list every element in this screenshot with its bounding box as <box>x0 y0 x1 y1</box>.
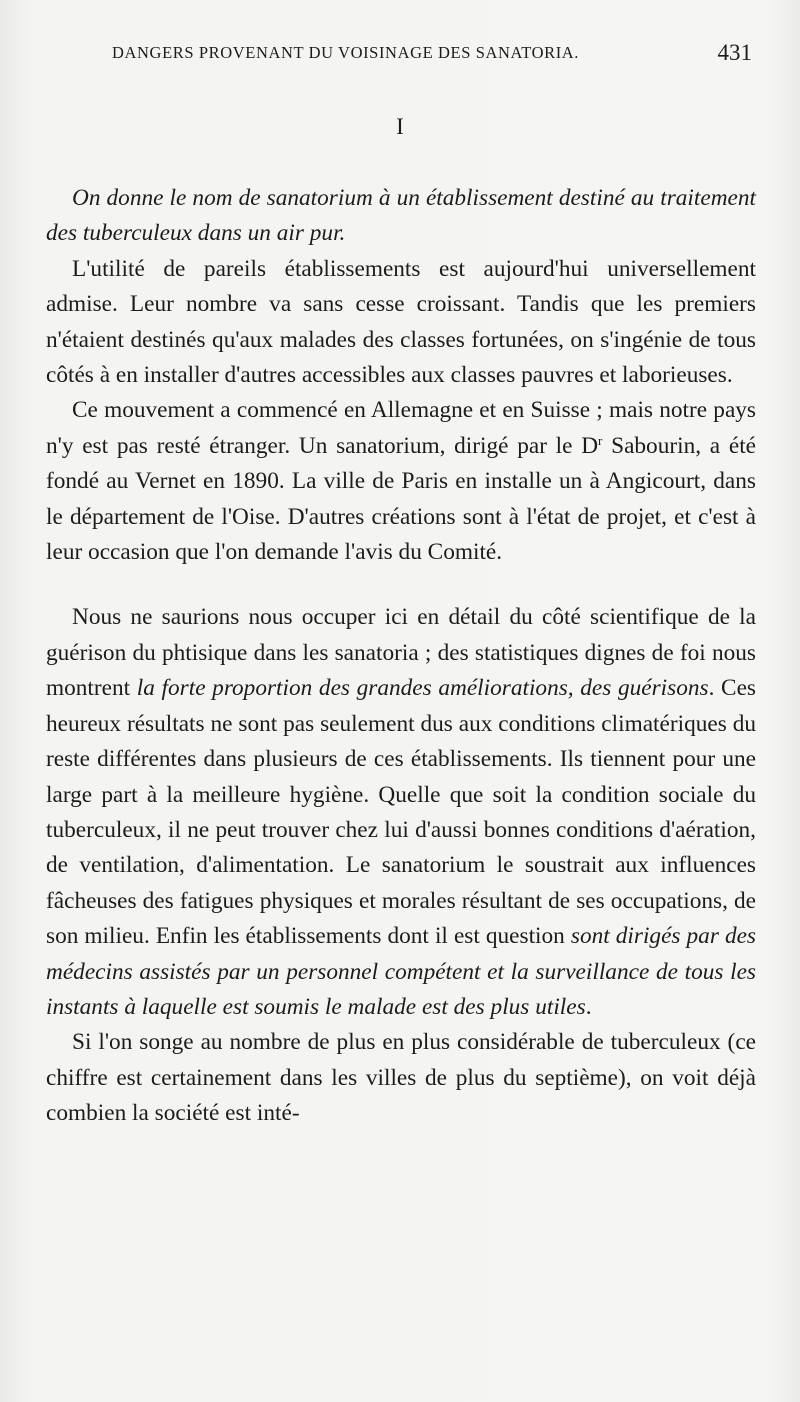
text-run: Nous ne saurions nous occuper ici en détail du côté scientifique de la guérison du phtisique dans les sanatoria ; des statistiques dignes de foi nous montrent <box>46 604 756 702</box>
body-text <box>46 181 756 1132</box>
section-number: I <box>396 114 404 139</box>
italic-text: la forte proportion des grandes améliorations, des guérisons <box>136 675 709 702</box>
italic-text: On donne le nom de sanatorium à un établissement destiné au traitement des tuberculeux dans un air pur. <box>46 185 756 247</box>
running-head: DANGERS PROVENANT DU VOISINAGE DES SANATORIA. <box>112 43 580 62</box>
superscript: r <box>598 432 603 448</box>
paragraph <box>46 393 756 570</box>
paragraph <box>46 181 756 252</box>
italic-text: sont dirigés par des médecins assistés par un personnel compétent et la surveillance de tous les instants à laquelle est soumis le malade est des plus utiles <box>46 923 756 1020</box>
text-run: Si l'on songe au nombre de plus en plus considérable de tuberculeux (ce chiffre est certainement dans les villes de plus du septième), on voit déjà combien la société est inté- <box>46 1029 756 1127</box>
paragraph <box>46 1025 756 1131</box>
paragraph <box>46 252 756 394</box>
text-run: . Ces heureux résultats ne sont pas seulement dus aux conditions climatériques du reste différentes dans plusieurs de ces établissements. Ils tiennent pour une large part à la meilleure hygiène. Quelle que soit la condition sociale du tuberculeux, il ne peut trouver chez lui d'aussi bonnes conditions d'aération, de ventilation, d'alimentation. Le sanatorium le soustrait aux influences fâcheuses des fatigues physiques et morales résultant de ses occupations, de son milieu. Enfin les établissements dont il est question <box>46 675 756 950</box>
text-run: Sabourin, a été fondé au Vernet en 1890. La ville de Paris en installe un à Angicourt, dans le département de l'Oise. D'autres créations sont à l'état de projet, et c'est à leur occasion que l'on demande l'avis du Comité. <box>46 432 757 566</box>
page-number: 431 <box>717 40 752 65</box>
page-header <box>112 36 752 70</box>
paragraph <box>46 600 756 1025</box>
text-run: Ce mouvement a commencé en Allemagne et en Suisse ; mais notre pays n'y est pas resté étranger. Un sanatorium, dirigé par le D <box>46 397 756 459</box>
text-run: . <box>585 993 592 1020</box>
text-run: L'utilité de pareils établissements est aujourd'hui universellement admise. Leur nombre va sans cesse croissant. Tandis que les premiers n'étaient destinés qu'aux malades des classes fortunées, on s'ingénie de tous côtés à en installer d'autres accessibles aux classes pauvres et laborieuses. <box>46 255 756 389</box>
